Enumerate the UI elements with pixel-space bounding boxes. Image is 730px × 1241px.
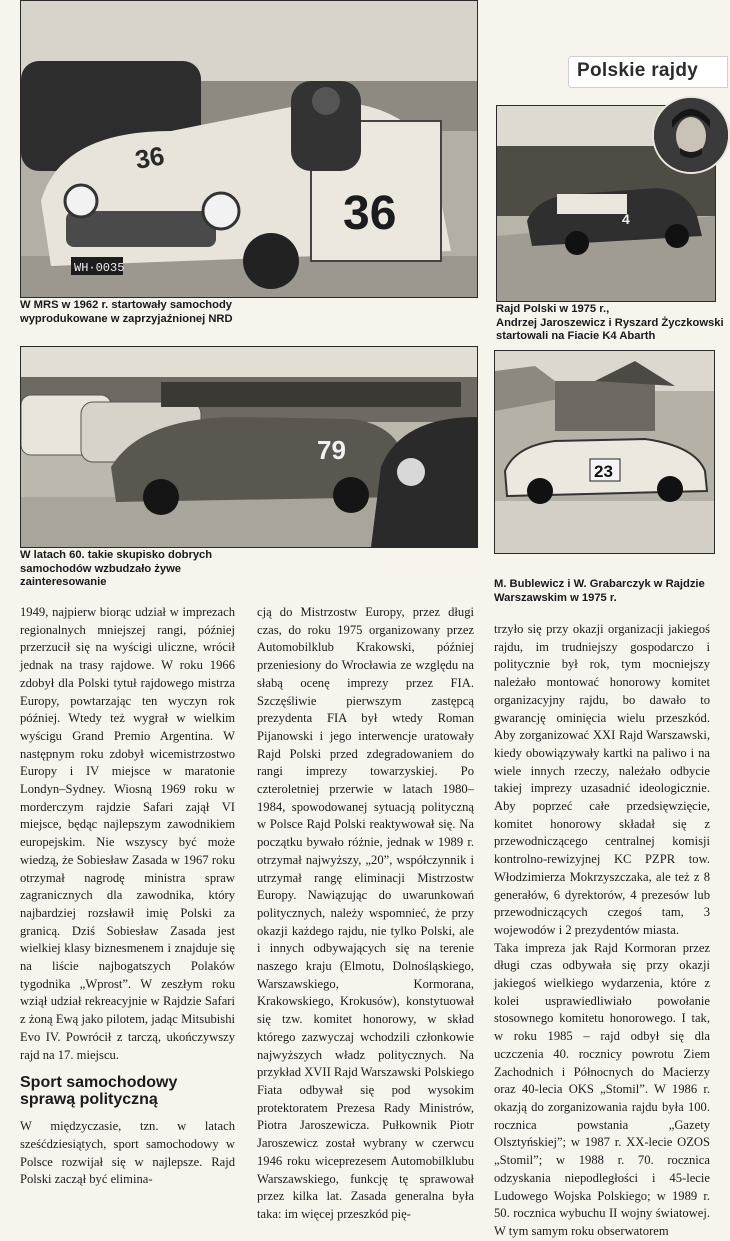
rally-car-number-36-photo bbox=[21, 1, 477, 297]
article-paragraph: W międzyczasie, tzn. w latach sześćdziesiątych, sport samochodowy w Polsce rozwijał się w najlepsze. Rajd Polski zaczął być elimina- bbox=[20, 1119, 235, 1187]
article-column-1 bbox=[20, 604, 235, 1189]
article-paragraph: 1949, najpierw biorąc udział w imprezach regionalnych mniejszej rangi, później przerzucił się na wyścigi uliczne, wrócił jednak na trasy rajdowe. W roku 1966 zdobył dla Polski tytuł rajdowego mistrza Europy, powtarzając ten wyczyn rok później. Wtedy też wygrał w wielkim wyścigu Grand Premio Argentina. W następnym roku zdobył wicemistrzostwo Europy i IV miejsce w maratonie Londyn–Sydney. Wiosną 1969 roku w morderczym rajdzie Safari zajął VI miejsce, będąc najlepszym zawodnikiem europejskim. Nie wszyscy być może wiedzą, że Sobiesław Zasada w 1967 roku otrzymał nagrodę ministra spraw zagranicznych dla zawodnika, który najbardziej rozsławił imię Polski za granicą. Dziś Sobiesław Zasada jest wielkiej klasy biznesmenem i znajduje się na liście najbogatszych Polaków tygodnika „Wprost”. W zeszłym roku wziął udział rekreacyjnie w Rajdzie Safari z żoną Ewą jako pilotem, jadąc Mitsubishi Evo IV. Powrócił z tarczą, ukończywszy rajd na 17. miejscu. bbox=[20, 605, 235, 1062]
car-number-36: 36 bbox=[343, 187, 397, 240]
photo-car-36 bbox=[20, 0, 478, 298]
section-heading: Sport samochodowy sprawą polityczną bbox=[20, 1074, 178, 1109]
car-number-79: 79 bbox=[317, 435, 346, 465]
photo-car-lineup bbox=[20, 346, 478, 548]
photo-car-23 bbox=[494, 350, 715, 554]
caption-photo-2: Rajd Polski w 1975 r., Andrzej Jaroszewicz i Ryszard Życzkowski startowali na Fiacie K4 Abarth bbox=[496, 303, 724, 342]
car-number-23: 23 bbox=[594, 462, 613, 481]
license-plate: WH·0035 bbox=[74, 261, 125, 275]
caption-photo-1: W MRS w 1962 r. startowały samochody wyprodukowane w zaprzyjaźnionej NRD bbox=[20, 299, 233, 325]
caption-photo-3: W latach 60. takie skupisko dobrych samochodów wzbudzało żywe zainteresowanie bbox=[20, 549, 213, 588]
portrait-face-icon bbox=[654, 98, 728, 172]
caption-photo-4: M. Bublewicz i W. Grabarczyk w Rajdzie Warszawskim w 1975 r. bbox=[494, 578, 705, 604]
section-tag bbox=[568, 56, 728, 88]
article-column-3 bbox=[494, 621, 710, 1241]
rally-car-number-23-photo bbox=[495, 351, 714, 553]
svg-text:4: 4 bbox=[622, 211, 630, 227]
article-paragraph: cją do Mistrzostw Europy, przez długi czas, do roku 1975 organizowany przez Automobilklub Krakowski, później przeniesiony do Wrocławia ze względu na słabą ocenę imprezy przez FIA. Szczęśliwie pierwszym zastępcą prezydenta FIA był wtedy Roman Pijanowski i jego interwencje uratowały Rajd Polski przed zdegradowaniem do rangi imprezy towarzyskiej. Po czteroletniej przerwie w latach 1980–1984, spowodowanej sytuacją polityczną w Polsce Rajd Polski reaktywował się. Na początku bywało różnie, jednak w 1989 r. otrzymał najwyższy, „20”, współczynnik i utrzymał rangę eliminacji Mistrzostw Europy. Nawiązując do uwarunkowań politycznych, należy wspomnieć, że przy okazji każdego rajdu, nie tylko Polski, ale i innych odbywających się na terenie naszego kraju (Elmotu, Dolnośląskiego, Warszawskiego, Kormorana, Krakowskiego, Krokusów), konstytuował się tzw. komitet honorowy, w skład którego zazwyczaj wchodzili członkowie najwyższych władz politycznych. Na przykład XVII Rajd Warszawski Polskiego Fiata odbywał się pod wysokim protektoratem Prezesa Rady Ministrów, Piotra Jaroszewicza. Pułkownik Piotr Jaroszewicz został wybrany w czerwcu 1946 roku wiceprezesem Automobilklubu Warszawskiego, funkcję tę sprawował przez kilka lat. Zasada generalna była taka: im więcej przeszkód pię- bbox=[257, 605, 475, 1221]
driver-portrait bbox=[652, 96, 730, 174]
rally-cars-lineup-photo bbox=[21, 347, 477, 547]
article-column-2 bbox=[257, 604, 474, 1224]
section-tag-label: Polskie rajdy bbox=[577, 60, 699, 81]
svg-text:36: 36 bbox=[132, 140, 167, 175]
article-paragraph: trzyło się przy okazji organizacji jakiegoś rajdu, im trudniejszy gospodarczo i politycznie był rok, tym mocniejszy należało montować honorowy komitet organizacyjny rajdu, bo dawało to gwarancję ominięcia wielu przeszkód. Aby zorganizować XXI Rajd Warszawski, kiedy obowiązywały kartki na paliwo i na wiele innych rzeczy, należało odbycie takiej imprezy uzasadnić ideologicznie. Aby poprzeć całe przedsięwzięcie, komitet honorowy składał się z przewodniczącego centralnej komisji kontrolno-rewizyjnej KC PZPR tow. Włodzimierza Mokrzyszczaka, ale też z 8 generałów, 6 dyrektorów, 4 prezesów lub przewodniczących czegoś tam, 3 wojewodów i 2 prezydentów miasta. bbox=[494, 622, 710, 937]
article-paragraph: Taka impreza jak Rajd Kormoran przez długi czas odbywała się przy okazji jakiegoś wielkiego wydarzenia, które z kolei usprawiedliwiało powołanie stosownego komitetu honorowego. I tak, w roku 1985 – rajd odbył się dla uczczenia 40. rocznicy powrotu Ziem Zachodnich i Północnych do Macierzy oraz 40-lecia OKS „Stomil”. W 1986 r. okazją do zorganizowania rajdu była 100. rocznica powstania „Gazety Olsztyńskiej”; w 1987 r. XX-lecie OZOS „Stomil”; w 1988 r. 70. rocznica odzyskania niepodległości i 45-lecie Ludowego Wojska Polskiego; w 1989 r. 50. rocznica wybuchu II wojny światowej. W tym samym roku obserwatorem bbox=[494, 940, 710, 1238]
